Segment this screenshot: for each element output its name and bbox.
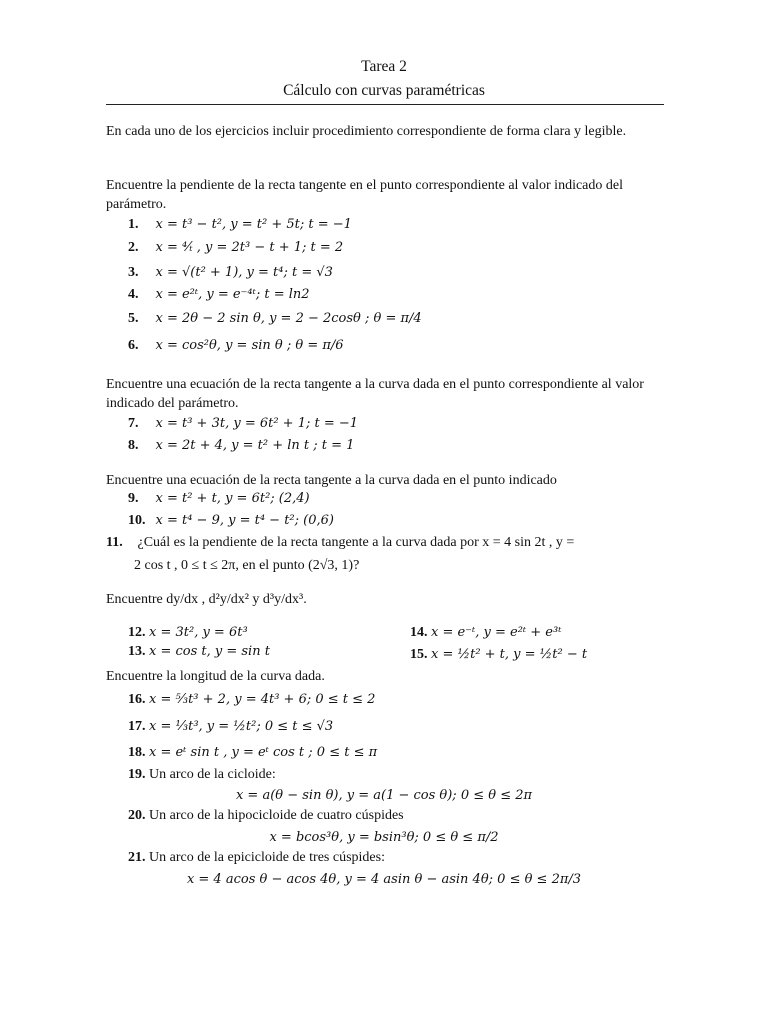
exercise-expression: x = cos t, y = sin t (149, 644, 270, 659)
exercise-19-expression (0, 786, 768, 806)
exercise-number: 14. (410, 625, 428, 640)
exercise-expression: x = √(t² + 1), y = t⁴; t = √3 (155, 265, 333, 280)
exercise-expression: x = t² + t, y = 6t²; (2,4) (155, 491, 310, 506)
exercise-12 (128, 623, 248, 643)
exercise-number: 3. (128, 265, 139, 280)
exercise-13 (128, 642, 270, 662)
exercise-number: 19. (128, 767, 146, 782)
exercise-expression: x = 4 acos θ − acos 4θ, y = 4 asin θ − asin 4θ; 0 ≤ θ ≤ 2π/3 (186, 872, 582, 887)
exercise-expression: x = a(θ − sin θ), y = a(1 − cos θ); 0 ≤ θ ≤ 2π (235, 788, 533, 803)
exercise-number: 8. (128, 438, 139, 453)
section2-instruction: Encuentre una ecuación de la recta tangente a la curva dada en el punto correspondiente al valor indicado del parámetro. (106, 377, 644, 411)
section3-instruction: Encuentre una ecuación de la recta tangente a la curva dada en el punto indicado (106, 473, 557, 488)
exercise-expression: x = ⅓t³, y = ½t²; 0 ≤ t ≤ √3 (149, 719, 334, 734)
exercise-17 (128, 717, 333, 737)
exercise-expression: x = t³ − t², y = t² + 5t; t = −1 (155, 217, 352, 232)
exercise-number: 4. (128, 287, 139, 302)
exercise-14 (410, 623, 561, 643)
exercise-expression: x = e²ᵗ, y = e⁻⁴ᵗ; t = ln2 (155, 287, 310, 302)
title-divider (106, 104, 664, 105)
exercise-number: 10. (128, 513, 146, 528)
document-title: Tarea 2 (361, 58, 407, 75)
exercise-expression: x = t⁴ − 9, y = t⁴ − t²; (0,6) (155, 513, 334, 528)
exercise-number: 15. (410, 647, 428, 662)
exercise-expression: x = bcos³θ, y = bsin³θ; 0 ≤ θ ≤ π/2 (269, 830, 499, 845)
exercise-number: 2. (128, 240, 139, 255)
exercise-number: 21. (128, 850, 146, 865)
exercise-number: 9. (128, 491, 139, 506)
exercise-number: 12. (128, 625, 146, 640)
exercise-number: 5. (128, 311, 139, 326)
exercise-expression: x = ⁴⁄ₜ , y = 2t³ − t + 1; t = 2 (155, 240, 344, 255)
section5-instruction: Encuentre la longitud de la curva dada. (106, 669, 325, 684)
exercise-4 (128, 285, 310, 305)
exercise-5 (128, 309, 422, 329)
exercise-expression: x = 2t + 4, y = t² + ln t ; t = 1 (155, 438, 355, 453)
document-subtitle: Cálculo con curvas paramétricas (283, 82, 485, 99)
section1-instruction: Encuentre la pendiente de la recta tangente en el punto correspondiente al valor indicado del parámetro. (106, 178, 623, 212)
exercise-6 (128, 336, 344, 356)
exercise-number: 11. (106, 535, 123, 550)
exercise-text: Un arco de la epicicloide de tres cúspides: (149, 850, 385, 865)
exercise-expression: x = 2θ − 2 sin θ, y = 2 − 2cosθ ; θ = π/4 (155, 311, 422, 326)
intro-paragraph: En cada uno de los ejercicios incluir procedimiento correspondiente de forma clara y legible. (106, 124, 627, 139)
exercise-11-continued (134, 556, 359, 576)
exercise-number: 17. (128, 719, 146, 734)
exercise-11 (106, 533, 574, 553)
exercise-20 (128, 806, 404, 826)
exercise-expression: x = cos²θ, y = sin θ ; θ = π/6 (155, 338, 344, 353)
exercise-10 (128, 511, 334, 531)
exercise-7 (128, 414, 358, 434)
exercise-20-expression (0, 828, 768, 848)
exercise-number: 1. (128, 217, 139, 232)
exercise-1 (128, 215, 352, 235)
exercise-16 (128, 690, 375, 710)
exercise-15 (410, 645, 587, 665)
exercise-expression: x = eᵗ sin t , y = eᵗ cos t ; 0 ≤ t ≤ π (149, 745, 378, 760)
exercise-8 (128, 436, 354, 456)
exercise-number: 20. (128, 808, 146, 823)
exercise-number: 6. (128, 338, 139, 353)
exercise-expression: x = e⁻ᵗ, y = e²ᵗ + e³ᵗ (431, 625, 562, 640)
exercise-text: Un arco de la hipocicloide de cuatro cúspides (149, 808, 404, 823)
exercise-number: 18. (128, 745, 146, 760)
exercise-expression: x = t³ + 3t, y = 6t² + 1; t = −1 (155, 416, 359, 431)
exercise-number: 13. (128, 644, 146, 659)
exercise-3 (128, 263, 333, 283)
exercise-expression: x = ½t² + t, y = ½t² − t (431, 647, 588, 662)
exercise-2 (128, 238, 343, 258)
exercise-21-expression (0, 870, 768, 890)
exercise-19 (128, 765, 276, 785)
exercise-text: ¿Cuál es la pendiente de la recta tangente a la curva dada por x = 4 sin 2t , y = (137, 535, 575, 550)
exercise-text: 2 cos t , 0 ≤ t ≤ 2π, en el punto (2√3, 1)? (134, 558, 360, 573)
exercise-expression: x = ⁵⁄₃t³ + 2, y = 4t³ + 6; 0 ≤ t ≤ 2 (149, 692, 376, 707)
exercise-number: 7. (128, 416, 139, 431)
exercise-21 (128, 848, 385, 868)
exercise-18 (128, 743, 377, 763)
section4-instruction: Encuentre dy/dx , d²y/dx² y d³y/dx³. (106, 592, 307, 607)
exercise-text: Un arco de la cicloide: (149, 767, 276, 782)
exercise-9 (128, 489, 310, 509)
exercise-number: 16. (128, 692, 146, 707)
exercise-expression: x = 3t², y = 6t³ (149, 625, 248, 640)
